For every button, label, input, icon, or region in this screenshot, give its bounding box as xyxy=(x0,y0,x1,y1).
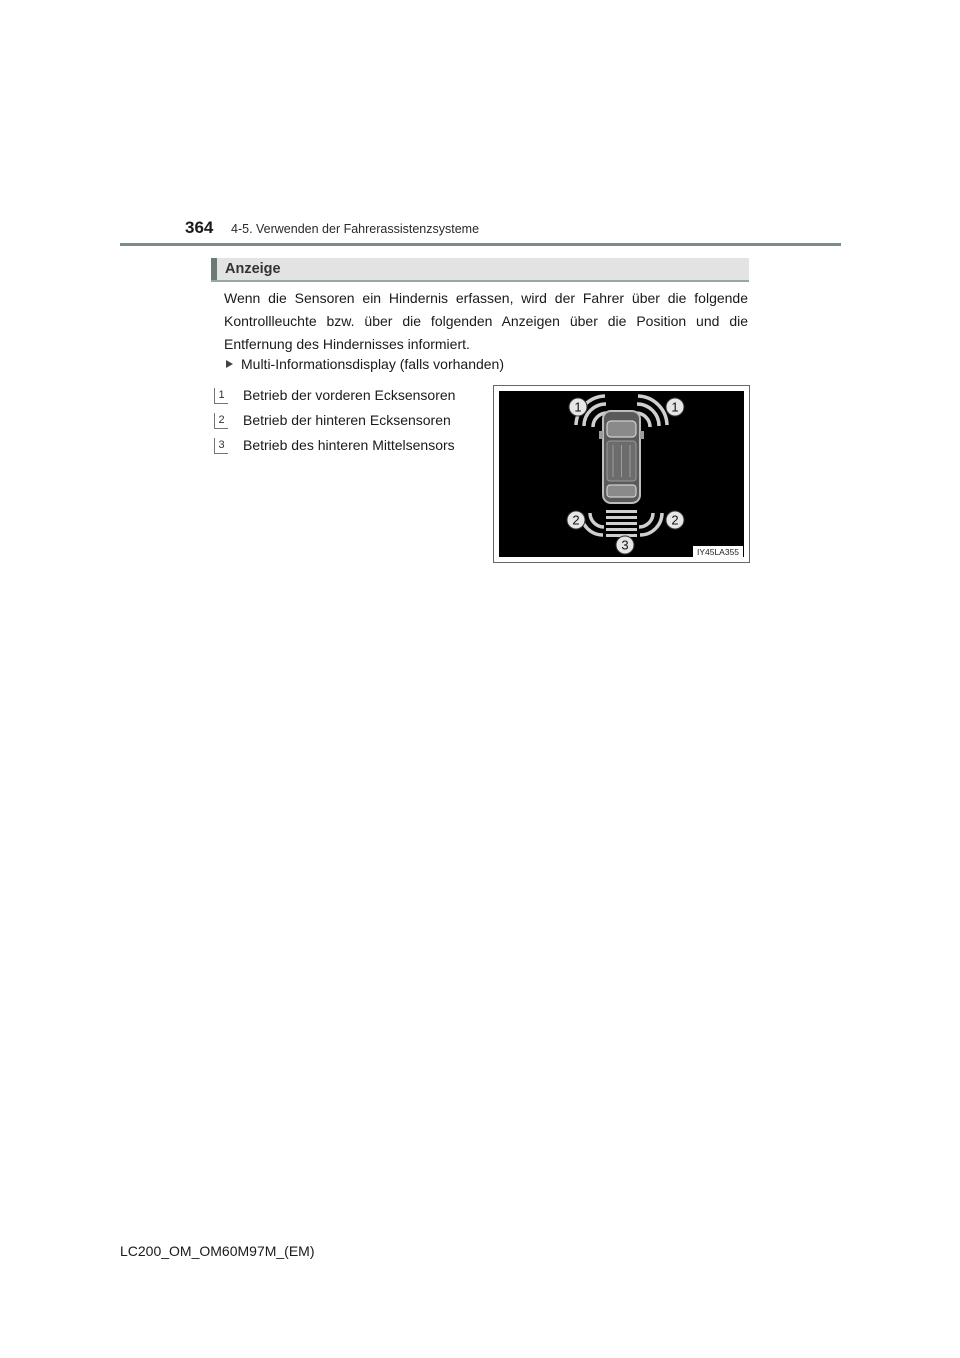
svg-text:1: 1 xyxy=(574,399,582,415)
item-number: 3 xyxy=(214,438,228,454)
item-text: Betrieb der vorderen Ecksensoren xyxy=(243,387,456,403)
figure-code: IY45LA355 xyxy=(696,547,740,557)
item-text: Betrieb der hinteren Ecksensoren xyxy=(243,412,451,428)
vehicle-icon xyxy=(599,411,644,503)
bullet-item xyxy=(226,356,504,372)
svg-text:3: 3 xyxy=(621,537,629,553)
callout-front-right xyxy=(666,398,684,416)
section-heading xyxy=(211,258,749,282)
callout-rear-left xyxy=(567,511,585,529)
footer-code: LC200_OM_OM60M97M_(EM) xyxy=(120,1243,315,1259)
section-title: Anzeige xyxy=(225,261,281,277)
bullet-text: Multi-Informationsdisplay (falls vorhanden) xyxy=(241,356,504,372)
item-number: 1 xyxy=(214,388,228,404)
svg-text:2: 2 xyxy=(572,512,580,528)
svg-text:1: 1 xyxy=(671,399,679,415)
item-text: Betrieb des hinteren Mittelsensors xyxy=(243,437,455,453)
sensor-display-figure xyxy=(493,385,750,563)
intro-paragraph: Wenn die Sensoren ein Hindernis erfassen, wird der Fahrer über die folgende Kontrollleuchte bzw. über die folgenden Anzeigen über die Position und die Entfernung des Hindernisses informiert. xyxy=(224,290,748,352)
multi-information-display xyxy=(499,391,744,557)
callout-rear-center xyxy=(616,536,634,554)
callout-rear-right xyxy=(666,511,684,529)
item-number: 2 xyxy=(214,413,228,429)
chapter-title: 4-5. Verwenden der Fahrerassistenzsysteme xyxy=(231,222,480,236)
callout-front-left xyxy=(569,398,587,416)
triangle-bullet-icon xyxy=(226,360,233,368)
section-accent xyxy=(211,258,217,280)
svg-text:2: 2 xyxy=(671,512,679,528)
page-number: 364 xyxy=(185,218,214,237)
header-rule xyxy=(120,243,841,246)
